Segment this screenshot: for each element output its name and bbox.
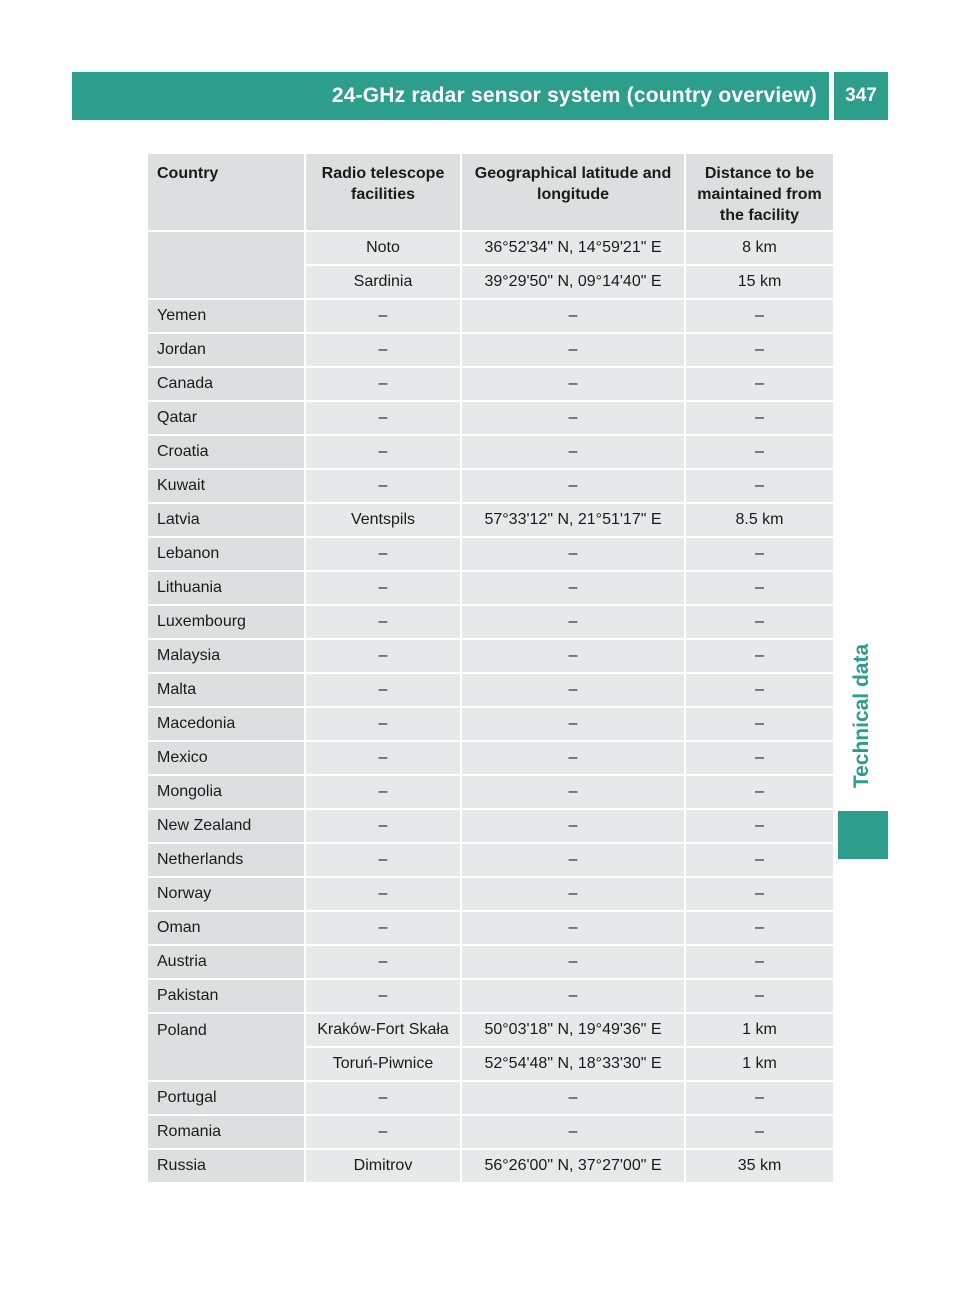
distance-cell: –	[685, 877, 833, 911]
coordinates-cell: 39°29'50" N, 09°14'40" E	[461, 265, 685, 299]
facility-cell: Toruń-Piwnice	[305, 1047, 461, 1081]
facility-cell: –	[305, 945, 461, 979]
country-cell: Russia	[148, 1149, 305, 1183]
coordinates-cell: –	[461, 843, 685, 877]
table-row	[148, 673, 833, 707]
distance-cell: –	[685, 673, 833, 707]
header-distance: Distance to be maintained from the facility	[685, 154, 833, 231]
coordinates-cell: –	[461, 469, 685, 503]
coordinates-cell: –	[461, 775, 685, 809]
facility-cell: Dimitrov	[305, 1149, 461, 1183]
country-cell: Canada	[148, 367, 305, 401]
table-row	[148, 231, 833, 265]
country-cell: Poland	[148, 1013, 305, 1081]
table-row	[148, 1081, 833, 1115]
distance-cell: –	[685, 367, 833, 401]
side-tab-label: Technical data	[850, 643, 874, 788]
country-cell: Latvia	[148, 503, 305, 537]
distance-cell: –	[685, 639, 833, 673]
country-cell: Luxembourg	[148, 605, 305, 639]
coordinates-cell: 36°52'34" N, 14°59'21" E	[461, 231, 685, 265]
coordinates-cell: –	[461, 571, 685, 605]
table-row	[148, 911, 833, 945]
distance-cell: –	[685, 707, 833, 741]
facility-cell: –	[305, 775, 461, 809]
coordinates-cell: –	[461, 911, 685, 945]
facility-cell: –	[305, 299, 461, 333]
facility-cell: –	[305, 877, 461, 911]
facility-cell: –	[305, 911, 461, 945]
coordinates-cell: –	[461, 299, 685, 333]
table-body	[148, 231, 833, 1183]
table-row	[148, 537, 833, 571]
distance-cell: –	[685, 537, 833, 571]
page-title: 24-GHz radar sensor system (country overview)	[72, 72, 829, 120]
distance-cell: 1 km	[685, 1047, 833, 1081]
table-row	[148, 1013, 833, 1047]
country-cell: Netherlands	[148, 843, 305, 877]
distance-cell: 1 km	[685, 1013, 833, 1047]
coordinates-cell: –	[461, 979, 685, 1013]
facility-cell: –	[305, 979, 461, 1013]
distance-cell: –	[685, 1081, 833, 1115]
coordinates-cell: –	[461, 945, 685, 979]
facility-cell: –	[305, 809, 461, 843]
table-row	[148, 299, 833, 333]
table-row	[148, 571, 833, 605]
table-row	[148, 435, 833, 469]
table-row	[148, 605, 833, 639]
country-cell: Mexico	[148, 741, 305, 775]
facility-cell: –	[305, 843, 461, 877]
distance-cell: –	[685, 741, 833, 775]
country-cell: Kuwait	[148, 469, 305, 503]
coordinates-cell: –	[461, 333, 685, 367]
coordinates-cell: 52°54'48" N, 18°33'30" E	[461, 1047, 685, 1081]
distance-cell: 35 km	[685, 1149, 833, 1183]
coordinates-cell: –	[461, 435, 685, 469]
facility-cell: –	[305, 333, 461, 367]
country-cell: Romania	[148, 1115, 305, 1149]
coordinates-cell: –	[461, 741, 685, 775]
table-header-row	[148, 154, 833, 231]
header-country: Country	[148, 154, 305, 231]
facility-cell: –	[305, 367, 461, 401]
table-row	[148, 401, 833, 435]
table-row	[148, 843, 833, 877]
facility-cell: Sardinia	[305, 265, 461, 299]
distance-cell: 15 km	[685, 265, 833, 299]
distance-cell: –	[685, 299, 833, 333]
table-row	[148, 809, 833, 843]
country-cell: Lithuania	[148, 571, 305, 605]
coordinates-cell: –	[461, 401, 685, 435]
facility-cell: –	[305, 469, 461, 503]
country-cell: Norway	[148, 877, 305, 911]
side-tab-marker	[838, 811, 888, 859]
coordinates-cell: 57°33'12" N, 21°51'17" E	[461, 503, 685, 537]
coordinates-cell: –	[461, 877, 685, 911]
coordinates-cell: –	[461, 639, 685, 673]
distance-cell: –	[685, 809, 833, 843]
table-row	[148, 469, 833, 503]
distance-cell: –	[685, 571, 833, 605]
coordinates-cell: –	[461, 1115, 685, 1149]
facility-cell: –	[305, 1115, 461, 1149]
coordinates-cell: –	[461, 707, 685, 741]
country-cell: Pakistan	[148, 979, 305, 1013]
facility-cell: –	[305, 707, 461, 741]
header-radio-telescope: Radio telescope facilities	[305, 154, 461, 231]
table-row	[148, 707, 833, 741]
facility-cell: Kraków-Fort Skała	[305, 1013, 461, 1047]
table-row	[148, 333, 833, 367]
distance-cell: 8 km	[685, 231, 833, 265]
country-cell: Portugal	[148, 1081, 305, 1115]
country-cell: Qatar	[148, 401, 305, 435]
country-cell: Jordan	[148, 333, 305, 367]
facility-cell: Ventspils	[305, 503, 461, 537]
coordinates-cell: –	[461, 605, 685, 639]
page-number: 347	[834, 72, 888, 120]
country-cell: New Zealand	[148, 809, 305, 843]
coordinates-cell: –	[461, 1081, 685, 1115]
table-row	[148, 775, 833, 809]
distance-cell: –	[685, 401, 833, 435]
side-tab-label-wrap	[840, 628, 885, 803]
facility-cell: –	[305, 605, 461, 639]
country-cell: Oman	[148, 911, 305, 945]
country-cell: Malta	[148, 673, 305, 707]
country-cell: Croatia	[148, 435, 305, 469]
coordinates-cell: –	[461, 809, 685, 843]
coordinates-cell: –	[461, 367, 685, 401]
distance-cell: –	[685, 333, 833, 367]
coordinates-cell: –	[461, 673, 685, 707]
distance-cell: –	[685, 979, 833, 1013]
distance-cell: –	[685, 435, 833, 469]
distance-cell: –	[685, 945, 833, 979]
facility-cell: –	[305, 639, 461, 673]
distance-cell: –	[685, 843, 833, 877]
country-cell: Lebanon	[148, 537, 305, 571]
table-row	[148, 979, 833, 1013]
facility-cell: –	[305, 673, 461, 707]
coordinates-cell: –	[461, 537, 685, 571]
facility-cell: –	[305, 537, 461, 571]
distance-cell: –	[685, 469, 833, 503]
facility-cell: –	[305, 401, 461, 435]
table-row	[148, 639, 833, 673]
facility-cell: –	[305, 741, 461, 775]
country-cell: Austria	[148, 945, 305, 979]
country-cell: Macedonia	[148, 707, 305, 741]
page-header	[72, 72, 888, 120]
country-cell: Mongolia	[148, 775, 305, 809]
table-row	[148, 367, 833, 401]
coordinates-cell: 50°03'18" N, 19°49'36" E	[461, 1013, 685, 1047]
distance-cell: –	[685, 605, 833, 639]
header-coordinates: Geographical latitude and longitude	[461, 154, 685, 231]
table-row	[148, 503, 833, 537]
table-row	[148, 1115, 833, 1149]
distance-cell: –	[685, 911, 833, 945]
country-cell	[148, 231, 305, 299]
facility-cell: –	[305, 571, 461, 605]
table-row	[148, 741, 833, 775]
country-cell: Yemen	[148, 299, 305, 333]
country-table	[148, 154, 833, 1184]
table-row	[148, 1149, 833, 1183]
table-row	[148, 945, 833, 979]
distance-cell: –	[685, 1115, 833, 1149]
facility-cell: –	[305, 435, 461, 469]
facility-cell: –	[305, 1081, 461, 1115]
table-row	[148, 877, 833, 911]
distance-cell: 8.5 km	[685, 503, 833, 537]
coordinates-cell: 56°26'00" N, 37°27'00" E	[461, 1149, 685, 1183]
distance-cell: –	[685, 775, 833, 809]
facility-cell: Noto	[305, 231, 461, 265]
country-cell: Malaysia	[148, 639, 305, 673]
